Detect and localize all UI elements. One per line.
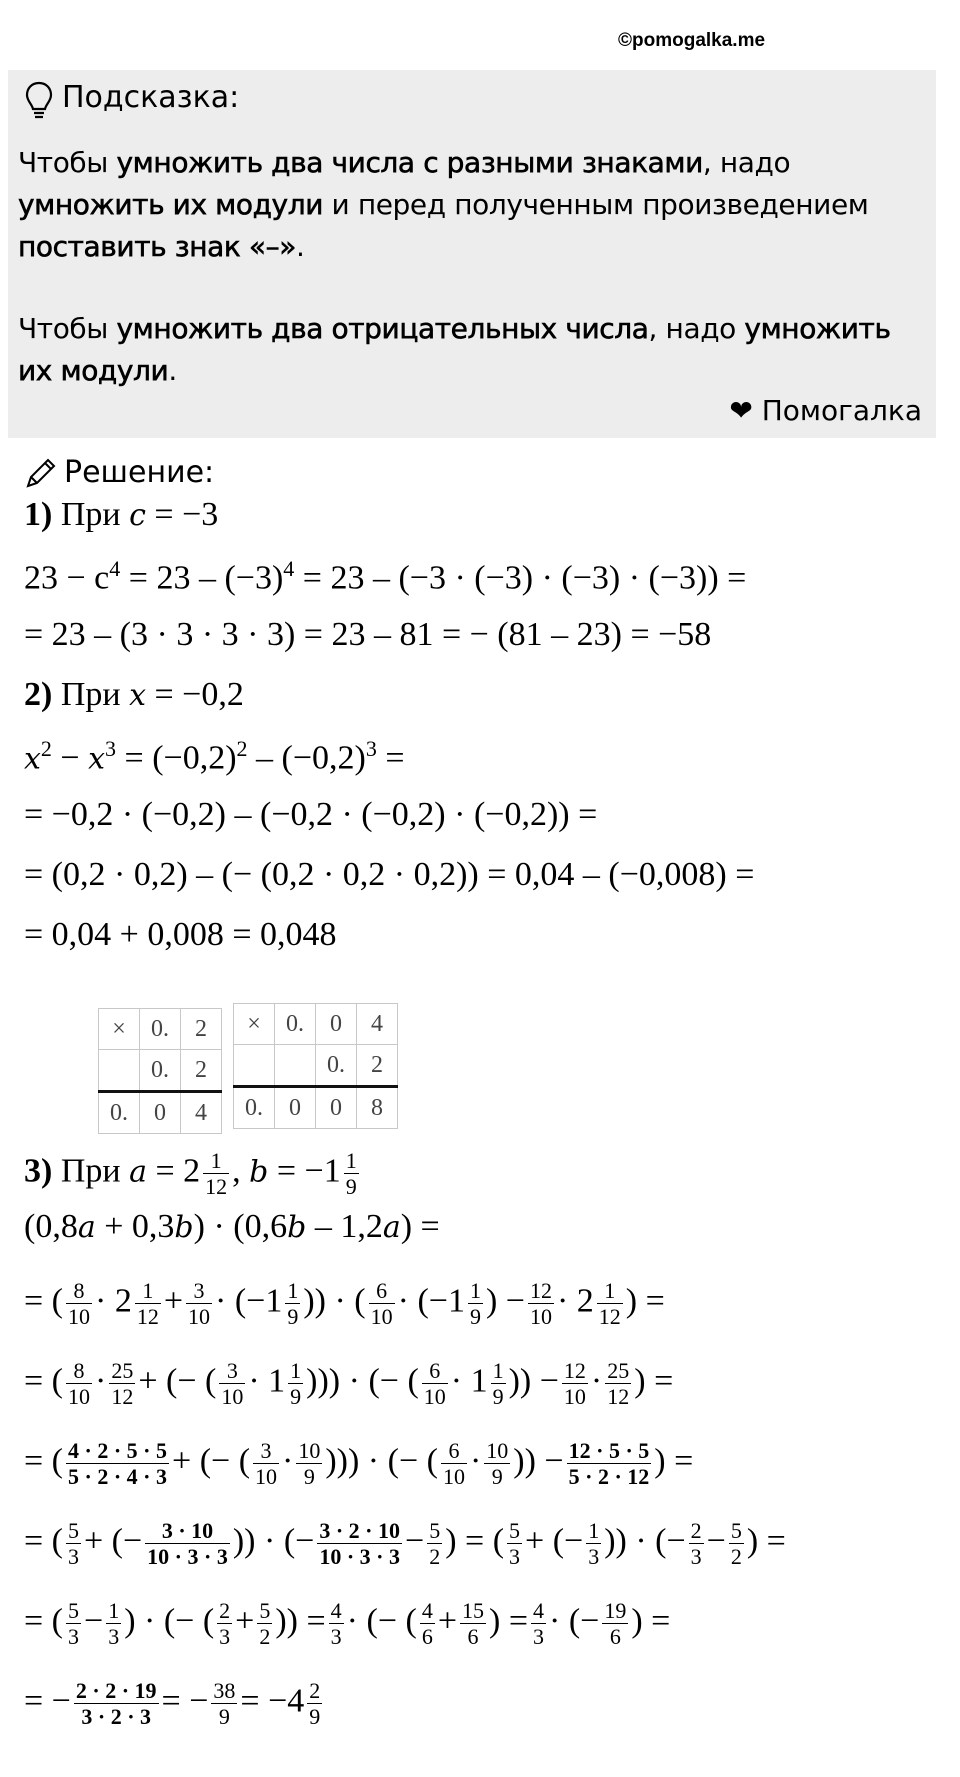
numerator: 5 [259, 1598, 271, 1623]
numerator: 1 [345, 1148, 357, 1173]
math-text: · (− ( [346, 1602, 417, 1640]
denominator: 5 · 2 · 12 [568, 1464, 650, 1489]
math-text: − [51, 739, 89, 777]
hint-text: и перед полученным произведением [323, 188, 869, 221]
variable: x [129, 678, 146, 713]
table-cell: 0 [316, 1087, 357, 1129]
emphasis-text: умножить их модули [18, 188, 324, 221]
denominator: 2 [730, 1544, 742, 1569]
numerator: 1 [492, 1358, 504, 1383]
math-text: − [706, 1522, 726, 1560]
denominator: 6 [609, 1624, 621, 1649]
emphasis-text: умножить их модули [18, 312, 891, 387]
denominator: 3 · 2 · 3 [81, 1704, 152, 1729]
table-cell: 2 [181, 1050, 222, 1092]
fraction [602, 1598, 628, 1649]
item-number: 2) [24, 676, 53, 713]
denominator: 9 [309, 1704, 321, 1729]
math-text: · 1 [450, 1362, 488, 1400]
fraction [562, 1358, 588, 1409]
numerator: 5 [68, 1518, 79, 1543]
fraction [106, 1598, 121, 1649]
math-line [24, 496, 218, 534]
numerator: 1 [135, 1278, 161, 1304]
numerator: 25 [607, 1358, 630, 1383]
numerator: 3 · 10 [145, 1518, 230, 1544]
math-text: · [469, 1442, 482, 1480]
math-text: При [52, 676, 130, 713]
fraction [468, 1278, 483, 1329]
math-text: = ( [24, 1362, 63, 1400]
fraction [66, 1598, 81, 1649]
denominator: 10 [68, 1304, 90, 1329]
numerator: 6 [441, 1438, 467, 1464]
table-cell: 4 [181, 1092, 222, 1134]
denominator: 10 [370, 1304, 393, 1329]
denominator: 10 [221, 1384, 244, 1409]
hint-signature [729, 394, 922, 427]
math-text: = 23 – (−3 · (−3) · (−3) · (−3)) = [294, 559, 747, 597]
math-text: ) · (0,6 [193, 1208, 288, 1245]
denominator: 5 · 2 · 4 · 3 [68, 1464, 168, 1489]
variable: a [382, 1210, 401, 1245]
numerator: 3 [186, 1278, 212, 1304]
math-text: · (−1 [397, 1282, 465, 1320]
math-line [24, 1358, 673, 1409]
math-text: + [235, 1602, 255, 1640]
denominator: 3 [588, 1544, 600, 1569]
math-line [24, 1208, 440, 1246]
math-text: – 1,2 [306, 1208, 383, 1245]
math-text: При [52, 1152, 130, 1190]
variable: b [174, 1210, 194, 1245]
math-line [24, 1148, 362, 1199]
table-cell: 0 [316, 1004, 357, 1045]
table-row [234, 1004, 398, 1045]
hint-text: Чтобы [18, 312, 117, 345]
math-text: = 2 [146, 1152, 201, 1190]
math-text: + (− ( [172, 1442, 251, 1480]
fraction [329, 1598, 344, 1649]
math-line [24, 1438, 693, 1489]
math-text: ) · (− ( [124, 1602, 215, 1640]
pencil-icon [24, 456, 58, 490]
fraction [729, 1518, 744, 1569]
denominator: 3 [68, 1624, 79, 1649]
math-text: + 0,3 [95, 1208, 175, 1245]
math-line [24, 856, 754, 894]
hint-text: . [295, 230, 305, 263]
denominator: 3 [509, 1544, 521, 1569]
math-text: + (− [525, 1522, 584, 1560]
math-text: = −0,2 [146, 676, 244, 713]
numerator: 6 [369, 1278, 395, 1304]
denominator: 9 [290, 1384, 302, 1409]
math-text: ) = [634, 1362, 674, 1400]
denominator: 2 [259, 1624, 271, 1649]
denominator: 12 [598, 1304, 621, 1329]
variable: a [129, 1154, 147, 1190]
denominator: 12 [607, 1384, 630, 1409]
numerator: 12 · 5 · 5 [568, 1438, 650, 1463]
math-text: · (−1 [215, 1282, 283, 1320]
hint-title: Подсказка: [62, 80, 240, 115]
numerator: 1 [287, 1278, 299, 1303]
fraction [307, 1678, 322, 1729]
numerator: 19 [604, 1598, 627, 1623]
math-text: + [437, 1602, 458, 1640]
numerator: 12 [529, 1278, 552, 1303]
denominator: 9 [469, 1304, 481, 1329]
numerator: 2 [219, 1598, 231, 1623]
fraction [597, 1278, 623, 1329]
lightbulb-icon [24, 80, 54, 120]
fraction [441, 1438, 467, 1489]
fraction [109, 1358, 135, 1409]
math-text: ) − [485, 1282, 525, 1320]
math-text: ) = [625, 1282, 665, 1320]
math-text: )) · ( [303, 1282, 366, 1320]
denominator: 9 [345, 1174, 357, 1199]
table-cell: 0. [234, 1087, 275, 1129]
numerator: 4 [533, 1598, 545, 1623]
math-line [24, 1278, 665, 1329]
table-row [99, 1050, 222, 1092]
numerator: 8 [66, 1358, 92, 1384]
table-cell: 0. [140, 1050, 181, 1092]
math-line [24, 616, 711, 654]
denominator: 10 [442, 1464, 465, 1489]
math-text: = − [24, 1682, 71, 1720]
fraction [145, 1518, 230, 1569]
fraction [253, 1438, 279, 1489]
numerator: 3 · 2 · 10 [319, 1518, 401, 1543]
fraction [567, 1438, 652, 1489]
fraction [219, 1358, 245, 1409]
fraction [186, 1278, 212, 1329]
exponent: 2 [236, 736, 248, 761]
numerator: 5 [730, 1518, 742, 1543]
denominator: 9 [303, 1464, 315, 1489]
math-text: )) · (− [232, 1522, 315, 1560]
denominator: 3 [690, 1544, 702, 1569]
fraction [369, 1278, 395, 1329]
math-text: = ( [24, 1522, 63, 1560]
fraction [257, 1598, 272, 1649]
variable: b [287, 1210, 307, 1245]
math-text: − [405, 1522, 425, 1560]
table-cell [234, 1045, 275, 1087]
variable: a [77, 1210, 96, 1245]
math-text: + [163, 1282, 184, 1320]
math-text: 23 − c [24, 559, 110, 597]
multiplication-table-2 [233, 1003, 398, 1129]
variable: x [24, 741, 41, 777]
math-text: ) = [631, 1602, 671, 1640]
math-text: )) · (− [604, 1522, 686, 1560]
table-cell: 8 [357, 1087, 398, 1129]
numerator: 2 [690, 1518, 702, 1543]
math-line [24, 1678, 325, 1729]
math-text: = ( [24, 1442, 63, 1480]
math-text: = −1 [268, 1152, 341, 1190]
heart-icon: ❤ [729, 394, 753, 427]
hint-text: . [168, 354, 177, 387]
math-text: )) − [513, 1442, 564, 1480]
math-line [24, 916, 337, 954]
math-text: = 0,04 + 0,008 = 0,048 [24, 916, 337, 953]
math-text: (0,8 [24, 1208, 78, 1245]
numerator: 12 [563, 1358, 586, 1383]
math-text: , [232, 1152, 250, 1190]
denominator: 6 [421, 1624, 433, 1649]
denominator: 3 [68, 1544, 79, 1569]
solution-title: Решение: [64, 455, 215, 490]
math-text: ) = [746, 1522, 786, 1560]
denominator: 10 [529, 1304, 552, 1329]
numerator: 10 [486, 1438, 509, 1463]
math-text: = − [161, 1682, 209, 1720]
math-text: ))) · (− ( [306, 1362, 419, 1400]
math-line [24, 1598, 670, 1649]
fraction [586, 1518, 601, 1569]
fraction [211, 1678, 237, 1729]
fraction [531, 1598, 546, 1649]
fraction [317, 1518, 402, 1569]
numerator: 1 [588, 1518, 600, 1543]
fraction [66, 1278, 92, 1329]
fraction [66, 1358, 92, 1409]
fraction [422, 1358, 448, 1409]
table-cell: 4 [357, 1004, 398, 1045]
math-text: – (−0,2) [247, 739, 366, 777]
math-text: · [282, 1442, 294, 1480]
math-text: ) = ( [445, 1522, 505, 1560]
hint-text: , надо [702, 146, 791, 179]
denominator: 10 · 3 · 3 [147, 1544, 228, 1569]
table-cell: 0. [275, 1004, 316, 1045]
math-text: · 1 [248, 1362, 286, 1400]
numerator: 5 [68, 1598, 79, 1623]
denominator: 12 [205, 1174, 228, 1199]
math-line [24, 796, 597, 834]
watermark: ©pomogalka.me [618, 30, 766, 51]
fraction [288, 1358, 303, 1409]
math-text: = ( [24, 1602, 63, 1640]
denominator: 9 [491, 1464, 503, 1489]
math-text: ))) · (− ( [325, 1442, 438, 1480]
fraction [507, 1518, 522, 1569]
variable: b [249, 1154, 269, 1190]
table-row [234, 1087, 398, 1129]
exponent: 4 [283, 556, 295, 581]
math-text: · 2 [556, 1282, 594, 1320]
hint-paragraph-2 [18, 308, 918, 392]
exponent: 3 [105, 736, 117, 761]
numerator: 4 [421, 1598, 433, 1623]
table-row [99, 1092, 222, 1134]
numerator: 10 [298, 1438, 321, 1463]
math-text: ) = [489, 1602, 529, 1640]
table-cell: 0. [316, 1045, 357, 1087]
signature-text: Помогалка [761, 394, 922, 427]
numerator: 1 [290, 1358, 302, 1383]
math-text: · [95, 1362, 107, 1400]
table-cell: 0 [140, 1092, 181, 1134]
fraction [491, 1358, 506, 1409]
numerator: 15 [462, 1598, 485, 1623]
fraction [605, 1358, 631, 1409]
table-cell: 0 [275, 1087, 316, 1129]
numerator: 3 [253, 1438, 279, 1464]
table-row [99, 1009, 222, 1050]
table-cell [99, 1050, 140, 1092]
denominator: 10 [563, 1384, 586, 1409]
fraction [66, 1518, 81, 1569]
denominator: 3 [108, 1624, 120, 1649]
fraction [74, 1678, 159, 1729]
table-cell: × [99, 1009, 140, 1050]
numerator: 25 [111, 1358, 134, 1383]
denominator: 9 [492, 1384, 504, 1409]
math-line [24, 1518, 786, 1569]
fraction [528, 1278, 554, 1329]
table-cell: 2 [181, 1009, 222, 1050]
math-line [24, 736, 405, 777]
denominator: 3 [533, 1624, 545, 1649]
math-text: = 23 – (−3) [120, 559, 284, 597]
numerator: 1 [597, 1278, 623, 1304]
math-text: )) = [275, 1602, 326, 1640]
fraction [460, 1598, 486, 1649]
numerator: 4 [330, 1598, 342, 1623]
fraction [203, 1148, 229, 1199]
denominator: 10 [423, 1384, 446, 1409]
math-text: ) = [400, 1208, 440, 1245]
denominator: 9 [287, 1304, 299, 1329]
emphasis-text: поставить знак «–» [18, 230, 296, 263]
item-number: 1) [24, 496, 53, 533]
math-line [24, 556, 746, 597]
table-cell: × [234, 1004, 275, 1045]
table-cell: 0. [99, 1092, 140, 1134]
fraction [689, 1518, 704, 1569]
numerator: 6 [422, 1358, 448, 1384]
variable: c [129, 498, 146, 533]
item-number: 3) [24, 1152, 53, 1190]
numerator: 1 [469, 1278, 481, 1303]
hint-text: Чтобы [18, 146, 117, 179]
fraction [285, 1278, 300, 1329]
math-text: = (0,2 · 0,2) – (− (0,2 · 0,2 · 0,2)) = 0,04 – (−0,008) = [24, 856, 755, 893]
fraction [66, 1438, 169, 1489]
exponent: 3 [365, 736, 377, 761]
math-text: = −3 [145, 496, 219, 533]
math-text: = 23 – (3 · 3 · 3 · 3) = 23 – 81 = − (81 – 23) = −58 [24, 616, 712, 653]
math-text: · 2 [95, 1282, 132, 1320]
fraction [296, 1438, 322, 1489]
math-text: При [52, 496, 130, 533]
fraction [217, 1598, 232, 1649]
math-text: = [376, 739, 405, 777]
numerator: 3 [219, 1358, 245, 1384]
numerator: 2 [309, 1678, 321, 1703]
emphasis-text: умножить два отрицательных числа [116, 312, 649, 345]
multiplication-table-1 [98, 1008, 222, 1134]
table-cell: 0. [140, 1009, 181, 1050]
math-text: )) − [508, 1362, 559, 1400]
table-cell: 2 [357, 1045, 398, 1087]
table-row [234, 1045, 398, 1087]
math-text: + (− ( [138, 1362, 217, 1400]
numerator: 38 [213, 1678, 236, 1703]
fraction [135, 1278, 161, 1329]
denominator: 10 [68, 1384, 90, 1409]
fraction [344, 1148, 359, 1199]
numerator: 1 [203, 1148, 229, 1174]
math-text: + (− [84, 1522, 143, 1560]
denominator: 10 [255, 1464, 278, 1489]
numerator: 8 [66, 1278, 92, 1304]
denominator: 9 [218, 1704, 230, 1729]
denominator: 12 [136, 1304, 159, 1329]
numerator: 5 [509, 1518, 521, 1543]
hint-box [8, 70, 936, 438]
denominator: 6 [467, 1624, 479, 1649]
emphasis-text: умножить два числа с разными знаками [116, 146, 703, 179]
numerator: 4 · 2 · 5 · 5 [68, 1438, 168, 1463]
math-text: = (−0,2) [116, 739, 237, 777]
math-text: · (− [549, 1602, 600, 1640]
denominator: 10 · 3 · 3 [319, 1544, 401, 1569]
hint-text: , надо [648, 312, 745, 345]
numerator: 1 [108, 1598, 120, 1623]
fraction [484, 1438, 510, 1489]
denominator: 3 [219, 1624, 231, 1649]
denominator: 10 [188, 1304, 211, 1329]
numerator: 5 [429, 1518, 441, 1543]
math-text: = −0,2 · (−0,2) – (−0,2 · (−0,2) · (−0,2)) = [24, 796, 598, 833]
math-line [24, 676, 244, 714]
math-text: − [84, 1602, 104, 1640]
fraction [420, 1598, 435, 1649]
exponent: 2 [40, 736, 52, 761]
math-text: ) = [654, 1442, 694, 1480]
exponent: 4 [109, 556, 121, 581]
math-text: · [590, 1362, 603, 1400]
denominator: 2 [429, 1544, 441, 1569]
denominator: 3 [330, 1624, 342, 1649]
denominator: 12 [111, 1384, 134, 1409]
math-text: = ( [24, 1282, 63, 1320]
fraction [427, 1518, 442, 1569]
hint-paragraph-1 [18, 142, 918, 268]
variable: x [88, 741, 106, 777]
math-text: = −4 [240, 1682, 305, 1720]
table-cell [275, 1045, 316, 1087]
numerator: 2 · 2 · 19 [75, 1678, 157, 1703]
